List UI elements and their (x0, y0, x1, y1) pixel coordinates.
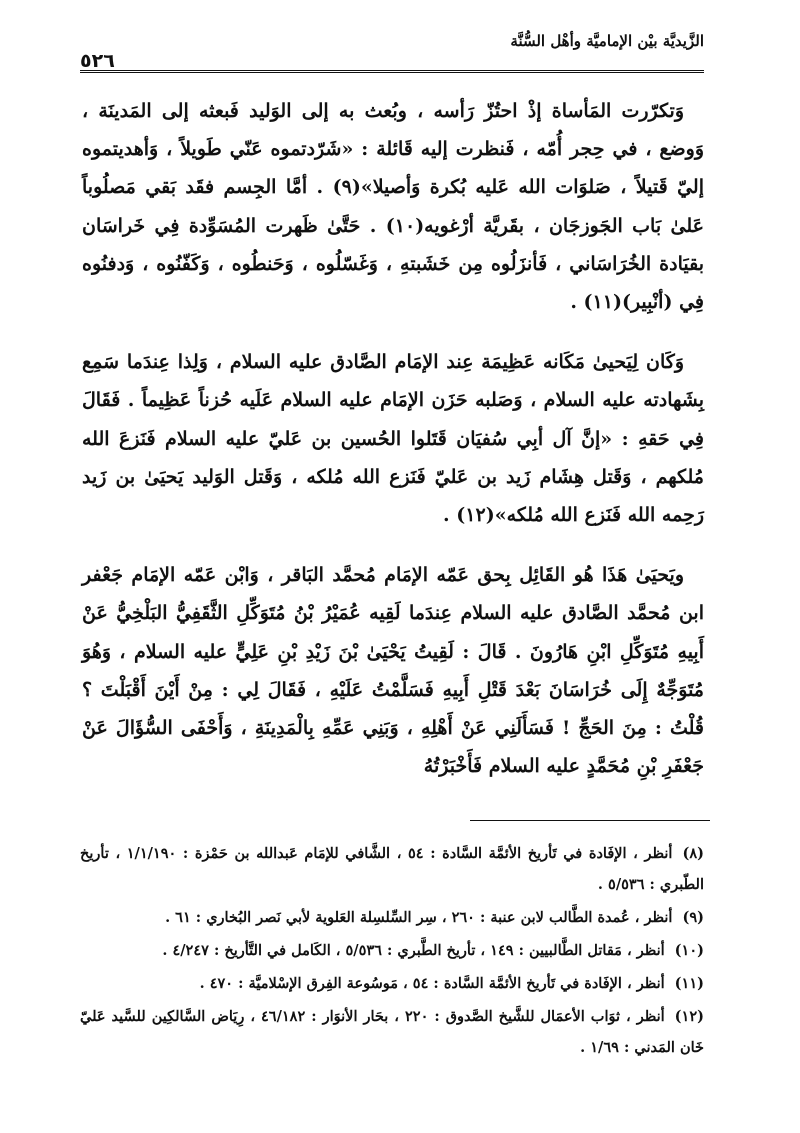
footnote (80, 1001, 704, 1063)
paragraph: وَتكرّرت المَأساة إذْ احتُزّ رَأسه ، وبُعث به إلى الوَليد فَبعثه إلى المَدينَة ، وَوضع ، في حِجر أُمّه ، فَنظرت إليه قَائلة : «شَرّدتموه عَنّي طَويلاً ، وَأهديتموه إليّ قَتيلاً ، صَلوَات الله عَليه بُكرة وَأصيلا»(٩) . أمَّا الجِسم فقَد بَقي مَصلُوباً عَلىٰ بَاب الجَوزجَان ، بقَريَّة أرْغويه(١٠) . حَتَّىٰ ظَهرت المُسَوِّدة فِي خَراسَان بقيَادة الخُرَاسَاني ، فَأنزَلُوه مِن خَشَبتهِ ، وَغَسّلُوه ، وَحَنطُوه ، وَكَفّنُوه ، وَدفنُوه فِي (أنْبِير)(١١) . (82, 100, 704, 314)
main-text (82, 92, 704, 785)
footnote (80, 968, 704, 999)
footnote-separator (470, 820, 710, 821)
footnote-number: (١١) (674, 975, 704, 992)
paragraph: ويَحيَىٰ هَذَا هُو القَائِل بِحق عَمّه الإمَام مُحمَّد البَاقر ، وَابْن عَمّه الإمَام جَعْفر ابن مُحمَّد الصَّادق عليه السلام عِندَما لَقِيه عُمَيْرُ بْنُ مُتَوَكِّلِ الثَّقَفِيُّ البَلْخِيُّ عَنْ أَبِيهِ مُتَوَكِّلِ ابْنِ هَارُونَ . قَالَ : لَقِيتُ يَحْيَىٰ بْنَ زَيْدِ بْنِ عَلِيٍّ عليه السلام ، وَهُوَ مُتَوَجِّهٌ إِلَى خُرَاسَانَ بَعْدَ قَتْلِ أَبِيهِ فَسَلَّمْتُ عَلَيْهِ ، فَقَالَ لِي : مِنْ أَيْنَ أَقْبَلْتَ ؟ قُلْتُ : مِنَ الحَجِّ ! فَسَأَلَنِي عَنْ أَهْلِهِ ، وَبَنِي عَمِّهِ بِالْمَدِينَةِ ، وَأَحْفَى السُّؤَالَ عَنْ جَعْفَرِ بْنِ مُحَمَّدٍ عليه السلام فَأَخْبَرْتُهُ (82, 564, 704, 778)
footnotes (80, 838, 704, 1065)
footnote-number: (١٢) (674, 1008, 704, 1025)
footnote (80, 935, 704, 966)
footnote-text: أنظر ، ثوَاب الأعمَال للشَّيخ الصَّدوق : ٢٢٠ ، بحَار الأنوَار : ٤٦/١٨٢ ، رِيَاض السَّالكِين للسَّيد عَليّ خَان المَدني : ١/٦٩ . (80, 1008, 704, 1056)
footnote-text: أنظر ، مَقاتل الطَّالبيين : ١٤٩ ، تأريخ الطَّبري : ٥/٥٣٦ ، الكَامل في التَّأريخ : ٤/٢٤٧ . (162, 942, 665, 959)
footnote (80, 902, 704, 933)
footnote-text: أنظر ، الإفَادة في تَأريخ الأئمَّة السَّادة : ٥٤ ، مَوسُوعة الفِرق الإسْلاميَّة : ٤٧٠ . (199, 975, 665, 992)
footnote-number: (٩) (682, 909, 704, 926)
footnote-text: أنظر ، الإفَادة في تَأريخ الأئمَّة السَّادة : ٥٤ ، الشَّافي للإمَام عَبدالله بن حَمْزة : ١/١/١٩٠ ، تأريخ الطّبري : ٥/٥٣٦ . (80, 845, 704, 893)
running-title: الزَّيديَّة بيْن الإماميَّة وأهْل السُّنَّة (510, 32, 704, 50)
footnote-text: أنظر ، عُمدة الطَّالب لابن عنبة : ٢٦٠ ، سِر السِّلسِلة العَلوية لأبي نَصر البُخاري : ٦١ . (165, 909, 673, 926)
header-rule (80, 70, 704, 73)
footnote-number: (١٠) (674, 942, 704, 959)
page-header (80, 28, 704, 72)
page-number: ٥٢٦ (80, 50, 115, 72)
paragraph: وَكَان لِيَحيىٰ مَكَانه عَظِيمَة عِند الإمَام الصَّادق عليه السلام ، وَلِذا عِندَما سَمِع بِشَهادته عليه السلام ، وَصَلبه حَزَن الإمَام عليه السلام عَلَيه حُزناً عَظِيماً . فَقَالَ فِي حَقهِ : «إنَّ آل أبِي سُفيَان قَتَلوا الحُسين بن عَليّ عليه السلام فَنَزعَ الله مُلكهم ، وَقَتل هِشَام زَيد بن عَليّ فَنَزع الله مُلكه ، وَقَتل الوَليد يَحيَىٰ بن زَيد رَحِمه الله فَنَزع الله مُلكه»(١٢) . (82, 351, 704, 527)
footnote (80, 838, 704, 900)
footnote-number: (٨) (682, 845, 704, 862)
